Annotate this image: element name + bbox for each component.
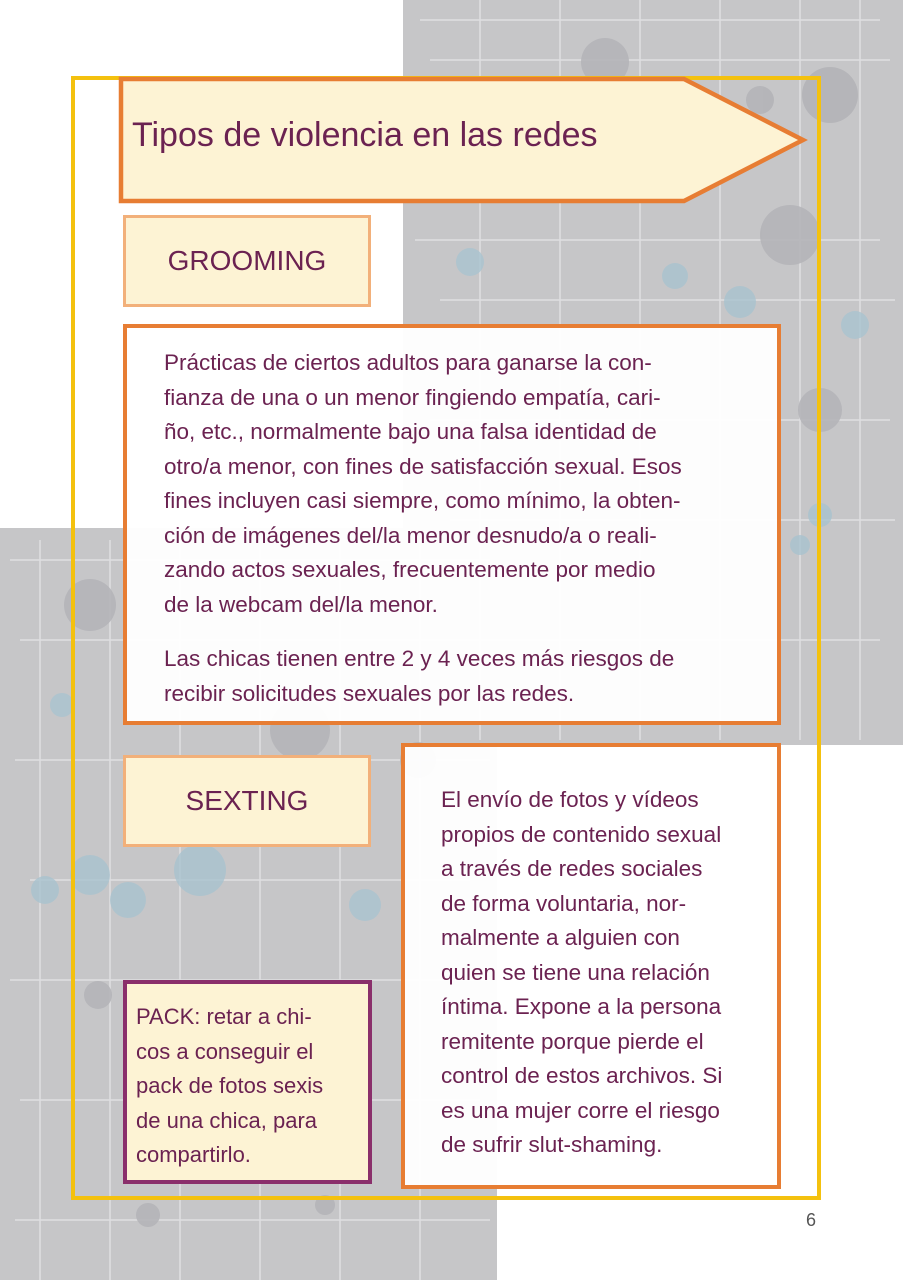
sexting-line: El envío de fotos y vídeos — [441, 787, 699, 812]
sexting-line: a través de redes sociales — [441, 856, 703, 881]
pack-line: cos a conseguir el — [136, 1038, 314, 1064]
pack-line: compartirlo. — [136, 1142, 251, 1167]
sexting-line: malmente a alguien con — [441, 925, 680, 950]
sexting-line: de forma voluntaria, nor- — [441, 890, 687, 916]
grooming-label-box — [123, 215, 371, 307]
pack-line: pack de fotos sexis — [136, 1073, 324, 1098]
grooming-text-box — [123, 324, 781, 725]
grooming-line: ción de imágenes del/la menor desnudo/a o reali- — [164, 522, 657, 548]
grooming-label: GROOMING — [167, 245, 327, 276]
grooming-line: fines incluyen casi siempre, como mínimo, la obten- — [164, 488, 681, 513]
grooming-note — [164, 642, 767, 711]
sexting-line: remitente porque pierde el — [441, 1028, 704, 1054]
sexting-line: control de estos archivos. Si — [441, 1063, 723, 1088]
grooming-line: zando actos sexuales, frecuentemente por medio — [164, 557, 656, 582]
sexting-label: SEXTING — [185, 785, 309, 816]
sexting-label-box — [123, 755, 371, 847]
grooming-line: otro/a menor, con fines de satisfacción sexual. Esos — [164, 453, 682, 479]
grooming-line: Prácticas de ciertos adultos para ganarse la con- — [164, 350, 652, 375]
grooming-line: ño, etc., normalmente bajo una falsa identidad de — [164, 419, 657, 444]
pack-line: de una chica, para — [136, 1107, 318, 1133]
sexting-line: propios de contenido sexual — [441, 821, 722, 847]
grooming-note-line: recibir solicitudes sexuales por las redes. — [164, 680, 575, 706]
page-title: Tipos de violencia en las redes — [132, 116, 598, 154]
sexting-line: de sufrir slut-shaming. — [441, 1132, 663, 1157]
pack-text-box — [123, 980, 372, 1184]
grooming-description — [164, 346, 767, 622]
sexting-line: quien se tiene una relación — [441, 959, 710, 985]
sexting-description — [441, 783, 771, 1163]
grooming-line: de la webcam del/la menor. — [164, 591, 438, 617]
sexting-line: íntima. Expone a la persona — [441, 994, 722, 1019]
grooming-line: fianza de una o un menor fingiendo empatía, cari- — [164, 384, 661, 410]
pack-line: PACK: retar a chi- — [136, 1004, 312, 1029]
sexting-text-box — [401, 743, 781, 1189]
grooming-note-line: Las chicas tienen entre 2 y 4 veces más riesgos de — [164, 646, 675, 671]
sexting-line: es una mujer corre el riesgo — [441, 1097, 720, 1123]
page-number: 6 — [806, 1210, 817, 1230]
